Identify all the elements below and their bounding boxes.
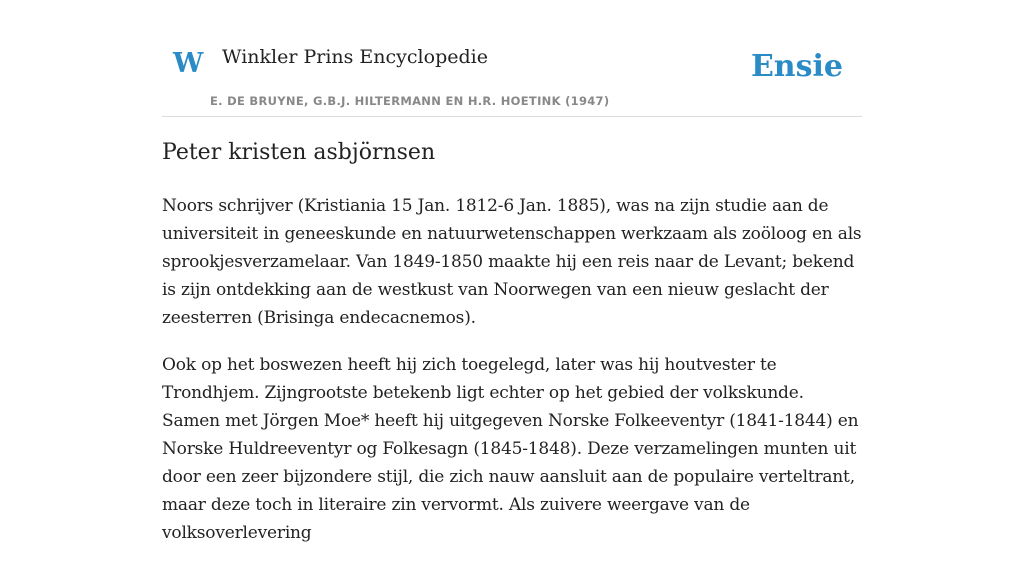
source-authors: E. DE BRUYNE, G.B.J. HILTERMANN EN H.R. HOETINK (1947) [210, 94, 610, 108]
article-title: Peter kristen asbjörnsen [162, 140, 436, 165]
article-body [162, 192, 866, 566]
article-paragraph: Ook op het boswezen heeft hij zich toegelegd, later was hij houtvester te Trondhjem. Zijngrootste betekenb ligt echter op het gebied der volkskunde. Samen met Jörgen Moe* heeft hij uitgegeven Norske Folkeeventyr (1841-1844) en Norske Huldreeventyr og Folkesagn (1845-1848). Deze verzamelingen munten uit door een zeer bijzondere stijl, die zich nauw aansluit aan de populaire verteltrant, maar deze toch in literaire zin vervormt. Als zuivere weergave van de volksoverlevering [162, 355, 859, 543]
document-page [162, 0, 862, 543]
article-paragraph: Noors schrijver (Kristiania 15 Jan. 1812-6 Jan. 1885), was na zijn studie aan de universiteit in geneeskunde en natuurwetenschappen werkzaam als zoöloog en als sprookjesverzamelaar. Van 1849-1850 maakte hij een reis naar de Levant; bekend is zijn ontdekking aan de westkust van Noorwegen van een nieuw geslacht der zeesterren (Brisinga endecacnemos). [162, 196, 862, 328]
source-logo[interactable]: W [173, 48, 204, 79]
source-header [162, 0, 862, 117]
source-title[interactable]: Winkler Prins Encyclopedie [222, 46, 488, 68]
brand-logo[interactable]: Ensie [750, 49, 843, 84]
